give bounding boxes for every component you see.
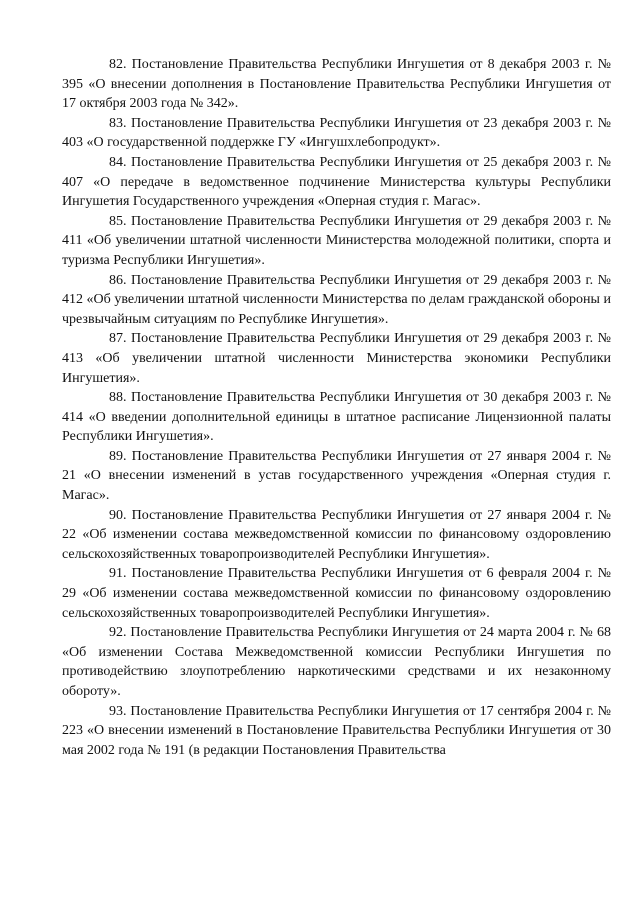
list-item: 88. Постановление Правительства Республики Ингушетия от 30 декабря 2003 г. № 414 «О введении дополнительной единицы в штатное расписание Лицензионной палаты Республики Ингушетия». — [62, 390, 611, 445]
list-item: 86. Постановление Правительства Республики Ингушетия от 29 декабря 2003 г. № 412 «Об увеличении штатной численности Министерства по делам гражданской обороны и чрезвычайным ситуациям по Республике Ингушетия». — [62, 272, 611, 327]
list-item: 90. Постановление Правительства Республики Ингушетия от 27 января 2004 г. № 22 «Об изменении состава межведомственной комиссии по финансовому оздоровлению сельскохозяйственных товаропроизводителей Республики Ингушетия». — [62, 507, 611, 562]
list-item: 92. Постановление Правительства Республики Ингушетия от 24 марта 2004 г. № 68 «Об изменении Состава Межведомственной комиссии Республики Ингушетия по противодействию злоупотреблению наркотическими средствами и их незаконному обороту». — [62, 625, 611, 699]
list-item: 82. Постановление Правительства Республики Ингушетия от 8 декабря 2003 г. № 395 «О внесении дополнения в Постановление Правительства Республики Ингушетия от 17 октября 2003 года № 342». — [62, 57, 611, 112]
list-item: 83. Постановление Правительства Республики Ингушетия от 23 декабря 2003 г. № 403 «О государственной поддержке ГУ «Ингушхлебопродукт». — [62, 115, 611, 151]
list-item: 89. Постановление Правительства Республики Ингушетия от 27 января 2004 г. № 21 «О внесении изменений в устав государственного учреждения «Оперная студия г. Магас». — [62, 448, 611, 504]
list-item: 87. Постановление Правительства Республики Ингушетия от 29 декабря 2003 г. № 413 «Об увеличении штатной численности Министерства экономики Республики Ингушетия». — [62, 331, 611, 386]
list-item: 84. Постановление Правительства Республики Ингушетия от 25 декабря 2003 г. № 407 «О передаче в ведомственное подчинение Министерства культуры Республики Ингушетия Государственного учреждения «Оперная студия г. Магас». — [62, 154, 611, 210]
list-item: 85. Постановление Правительства Республики Ингушетия от 29 декабря 2003 г. № 411 «Об увеличении штатной численности Министерства молодежной политики, спорта и туризма Республики Ингушетия». — [62, 213, 611, 268]
list-item: 93. Постановление Правительства Республики Ингушетия от 17 сентября 2004 г. № 223 «О внесении изменений в Постановление Правительства Республики Ингушетия от 30 мая 2002 года № 191 (в редакции Постановления Правительства — [62, 703, 611, 758]
list-item: 91. Постановление Правительства Республики Ингушетия от 6 февраля 2004 г. № 29 «Об изменении состава межведомственной комиссии по финансовому оздоровлению сельскохозяйственных товаропроизводителей Республики Ингушетия». — [62, 566, 611, 621]
